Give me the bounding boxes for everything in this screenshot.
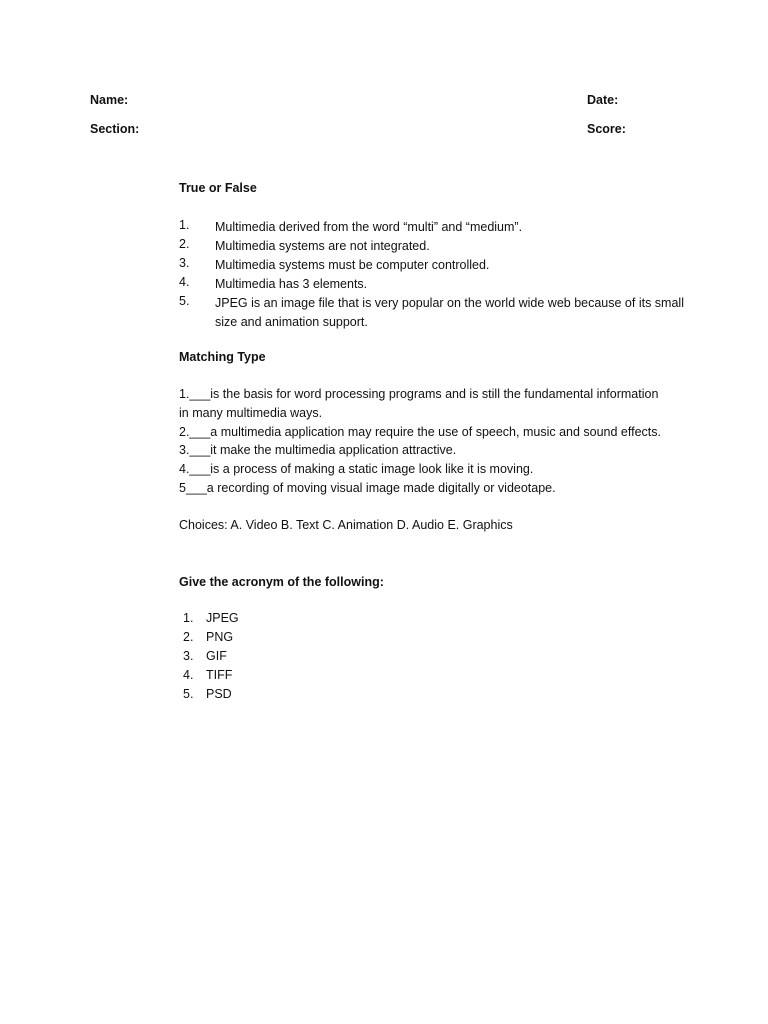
tf-item-text: Multimedia systems must be computer controlled. bbox=[215, 258, 490, 272]
acronym-item-number: 2. bbox=[183, 630, 194, 644]
tf-item-number: 4. bbox=[179, 275, 190, 289]
true-false-title: True or False bbox=[179, 181, 257, 195]
acronym-item-text: GIF bbox=[206, 649, 227, 663]
tf-item-number: 5. bbox=[179, 294, 190, 308]
tf-item-text: Multimedia has 3 elements. bbox=[215, 277, 368, 291]
matching-line: 5___a recording of moving visual image made digitally or videotape. bbox=[179, 481, 556, 495]
tf-item-text: JPEG is an image file that is very popular on the world wide web because of its small size and animation support. bbox=[215, 296, 684, 329]
tf-item-number: 3. bbox=[179, 256, 190, 270]
acronym-item-text: JPEG bbox=[206, 611, 239, 625]
section-label: Section: bbox=[90, 122, 140, 136]
acronym-title: Give the acronym of the following: bbox=[179, 575, 384, 589]
tf-item-text: Multimedia systems are not integrated. bbox=[215, 239, 430, 253]
name-label: Name: bbox=[90, 93, 129, 107]
tf-item-number: 2. bbox=[179, 237, 190, 251]
acronym-item-text: PSD bbox=[206, 687, 232, 701]
matching-choices: Choices: A. Video B. Text C. Animation D. Audio E. Graphics bbox=[179, 518, 513, 532]
matching-line: 3.___it make the multimedia application attractive. bbox=[179, 443, 457, 457]
date-label: Date: bbox=[587, 93, 619, 107]
acronym-item-text: PNG bbox=[206, 630, 234, 644]
acronym-item-text: TIFF bbox=[206, 668, 233, 682]
acronym-item-number: 4. bbox=[183, 668, 194, 682]
matching-line: 2.___a multimedia application may require the use of speech, music and sound effects. bbox=[179, 425, 661, 439]
tf-item-text: Multimedia derived from the word “multi” and “medium”. bbox=[215, 220, 523, 234]
tf-item-number: 1. bbox=[179, 218, 190, 232]
acronym-item-number: 3. bbox=[183, 649, 194, 663]
score-label: Score: bbox=[587, 122, 626, 136]
acronym-item-number: 1. bbox=[183, 611, 194, 625]
matching-line: in many multimedia ways. bbox=[179, 406, 323, 420]
matching-line: 4.___is a process of making a static image look like it is moving. bbox=[179, 462, 534, 476]
matching-type-title: Matching Type bbox=[179, 350, 266, 364]
acronym-item-number: 5. bbox=[183, 687, 194, 701]
matching-line: 1.___is the basis for word processing programs and is still the fundamental information bbox=[179, 387, 659, 401]
